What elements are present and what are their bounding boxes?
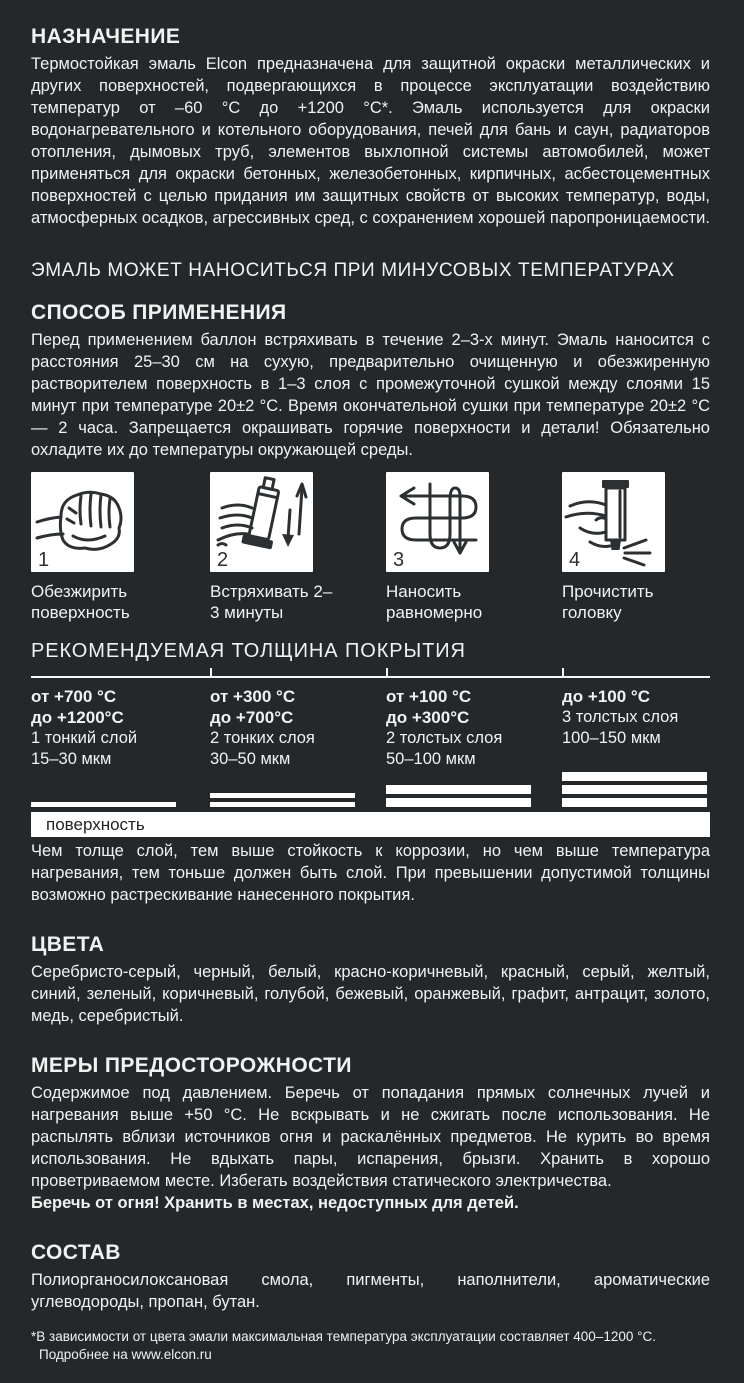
coating-column xyxy=(562,686,710,807)
column-divider-tick xyxy=(562,668,564,676)
coating-layer-bar xyxy=(210,802,355,807)
layer-spec: 30–50 мкм xyxy=(210,750,291,768)
temperature-range: до +1200°С xyxy=(31,708,124,727)
coating-layer-bar xyxy=(562,798,707,807)
step-number: 3 xyxy=(393,549,405,571)
coating-layer-bar xyxy=(386,785,531,794)
section-coating-thickness xyxy=(31,638,710,906)
application-text: Перед применением баллон встряхивать в течение 2–3-х минут. Эмаль наносится с расстояния 25–30 см на сухую, предварительно очищенную и обезжиренную растворителем поверхность в 1–3 слоя с промежуточной сушкой между слоями 15 минут при температуре 20±2 °С. Время окончательной сушки при температуре 20±2 °С — 2 часа. Запрещается окрашивать горячие поверхности и детали! Обязательно охладите их до температуры окружающей среды. xyxy=(31,331,710,459)
coating-column xyxy=(210,686,386,807)
coating-layer-bar xyxy=(386,798,531,807)
layer-spec: 2 тонких слоя xyxy=(210,729,315,747)
temperature-range: до +300°С xyxy=(386,708,470,727)
layer-spec: 1 тонкий слой xyxy=(31,729,138,747)
layer-spec: 15–30 мкм xyxy=(31,750,112,768)
layer-bars xyxy=(562,772,707,807)
coating-layer-bar xyxy=(31,802,176,807)
colors-title: ЦВЕТА xyxy=(31,933,105,956)
step-number: 1 xyxy=(38,549,50,571)
footnote-line-1: *В зависимости от цвета эмали максимальная температура эксплуатации составляет 400–1200 °С. xyxy=(31,1329,656,1344)
coating-column xyxy=(31,686,210,807)
step-label: Наносить равномерно xyxy=(386,582,483,622)
coating-layer-bar xyxy=(562,772,707,781)
coating-table xyxy=(31,686,710,807)
step-number: 2 xyxy=(217,549,229,571)
layer-spec: 50–100 мкм xyxy=(386,750,476,768)
section-precautions xyxy=(31,1053,710,1214)
temperature-range: до +100 °С xyxy=(562,687,650,706)
layer-spec: 100–150 мкм xyxy=(562,729,661,747)
step-label: Встряхивать 2–3 минуты xyxy=(210,582,333,622)
temperature-range: до +700°С xyxy=(210,708,294,727)
coating-note: Чем толще слой, тем выше стойкость к коррозии, но чем выше температура нагревания, тем тоньше должен быть слой. При превышении допустимой толщины возможно растрескивание нанесенного покрытия. xyxy=(31,842,710,904)
spray-pattern-icon xyxy=(386,472,489,572)
layer-bars xyxy=(386,785,531,807)
section-composition xyxy=(31,1240,710,1313)
coating-layer-bar xyxy=(210,793,355,798)
application-step-2 xyxy=(210,472,386,623)
column-divider-tick xyxy=(210,668,212,676)
application-title: СПОСОБ ПРИМЕНЕНИЯ xyxy=(31,301,287,324)
temperature-range: от +300 °С xyxy=(210,687,296,706)
column-divider-tick xyxy=(386,668,388,676)
composition-title: СОСТАВ xyxy=(31,1241,121,1264)
layer-spec: 2 толстых слоя xyxy=(386,729,503,747)
surface-label: поверхность xyxy=(46,814,145,834)
application-step-4 xyxy=(562,472,710,623)
purpose-text: Термостойкая эмаль Elcon предназначена для защитной окраски металлических и других поверхностей, подвергающихся в процессе эксплуатации воздействию температур от –60 °С до +1200 °С*. Эмаль используется для окраски водонагревательного и котельного оборудования, печей для бань и саун, радиаторов отопления, дымовых труб, элементов выхлопной системы автомобилей, может применяться для окраски бетонных, железобетонных, кирпичных, асбестоцементных поверхностей с целью придания им защитных свойств от высоких температур, воды, атмосферных осадков, агрессивных сред, с сохранением хорошей паропроницаемости. xyxy=(31,55,710,227)
coating-layer-bar xyxy=(562,785,707,794)
precautions-title: МЕРЫ ПРЕДОСТОРОЖНОСТИ xyxy=(31,1054,352,1077)
coating-column xyxy=(386,686,562,807)
purpose-title: НАЗНАЧЕНИЕ xyxy=(31,25,181,48)
application-steps xyxy=(31,472,710,623)
section-colors xyxy=(31,932,710,1027)
layer-bars xyxy=(31,802,176,807)
coating-title: РЕКОМЕНДУЕМАЯ ТОЛЩИНА ПОКРЫТИЯ xyxy=(31,640,466,662)
hand-wipe-icon xyxy=(31,472,134,572)
fire-warning-text: Беречь от огня! Хранить в местах, недоступных для детей. xyxy=(31,1194,519,1212)
precautions-text: Содержимое под давлением. Беречь от попадания прямых солнечных лучей и нагревания выше +50 °С. Не вскрывать и не сжигать после использования. Не распылять вблизи источников огня и раскалённых предметов. Не курить во время использования. Не вдыхать пары, испарения, брызги. Хранить в хорошо проветриваемом месте. Избегать воздействия статического электричества. xyxy=(31,1084,710,1190)
subzero-banner: ЭМАЛЬ МОЖЕТ НАНОСИТЬСЯ ПРИ МИНУСОВЫХ ТЕМПЕРАТУРАХ xyxy=(31,260,675,281)
step-number: 4 xyxy=(569,549,581,571)
temperature-range: от +700 °С xyxy=(31,687,117,706)
table-rule xyxy=(31,676,710,678)
application-step-1 xyxy=(31,472,210,623)
shake-can-icon xyxy=(210,472,313,572)
step-label: Обезжирить поверхность xyxy=(31,582,130,622)
section-purpose xyxy=(31,24,710,229)
surface-bar xyxy=(31,812,710,837)
temperature-range: от +100 °С xyxy=(386,687,472,706)
application-step-3 xyxy=(386,472,562,623)
composition-text: Полиорганосилоксановая смола, пигменты, наполнители, ароматические углеводороды, пропан, бутан. xyxy=(31,1271,710,1311)
section-application xyxy=(31,300,710,623)
clean-nozzle-icon xyxy=(562,472,665,572)
layer-bars xyxy=(210,793,355,807)
footnote-line-2: Подробнее на www.elcon.ru xyxy=(39,1346,212,1362)
colors-text: Серебристо-серый, черный, белый, красно-коричневый, красный, серый, желтый, синий, зеленый, коричневый, голубой, бежевый, оранжевый, графит, антрацит, золото, медь, серебристый. xyxy=(31,963,710,1025)
footnote xyxy=(31,1328,710,1363)
step-label: Прочистить головку xyxy=(562,582,654,622)
layer-spec: 3 толстых слоя xyxy=(562,708,679,726)
